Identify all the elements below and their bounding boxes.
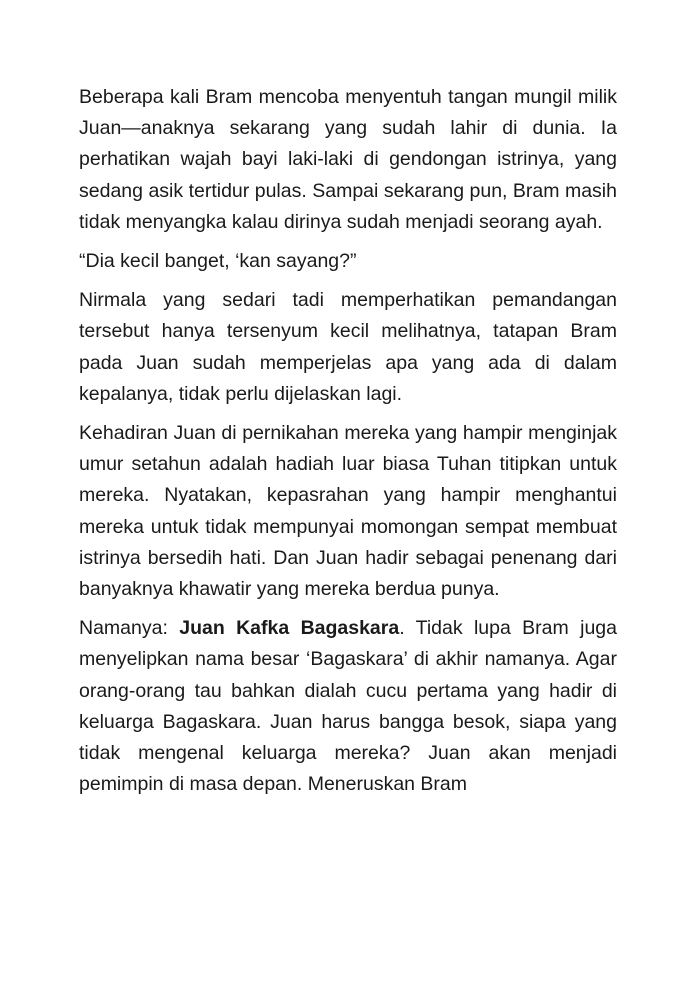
name-prefix: Namanya: bbox=[79, 617, 180, 640]
paragraph-5 bbox=[79, 613, 617, 800]
full-name-bold: Juan Kafka Bagaskara bbox=[179, 617, 400, 640]
paragraph-4: Kehadiran Juan di pernikahan mereka yang hampir menginjak umur setahun adalah hadiah luar biasa Tuhan titipkan untuk mereka. Nyatakan, kepasrahan yang hampir menghantui mereka untuk tidak mempunyai momongan sempat membuat istrinya bersedih hati. Dan Juan hadir sebagai penenang dari banyaknya khawatir yang mereka berdua punya. bbox=[79, 422, 617, 601]
paragraph-3: Nirmala yang sedari tadi memperhatikan pemandangan tersebut hanya tersenyum kecil melihatnya, tatapan Bram pada Juan sudah memperjelas apa yang ada di dalam kepalanya, tidak perlu dijelaskan lagi. bbox=[79, 289, 617, 405]
paragraph-5-rest: . Tidak lupa Bram juga menyelipkan nama besar ‘Bagaskara’ di akhir namanya. Agar orang-orang tau bahkan dialah cucu pertama yang hadir di keluarga Bagaskara. Juan harus bangga besok, siapa yang tidak mengenal keluarga mereka? Juan akan menjadi pemimpin di masa depan. Meneruskan Bram bbox=[79, 617, 617, 796]
paragraph-2-dialogue: “Dia kecil banget, ‘kan sayang?” bbox=[79, 250, 357, 273]
body-text bbox=[79, 82, 617, 808]
paragraph-1: Beberapa kali Bram mencoba menyentuh tangan mungil milik Juan—anaknya sekarang yang sudah lahir di dunia. Ia perhatikan wajah bayi laki-laki di gendongan istrinya, yang sedang asik tertidur pulas. Sampai sekarang pun, Bram masih tidak menyangka kalau dirinya sudah menjadi seorang ayah. bbox=[79, 86, 617, 233]
